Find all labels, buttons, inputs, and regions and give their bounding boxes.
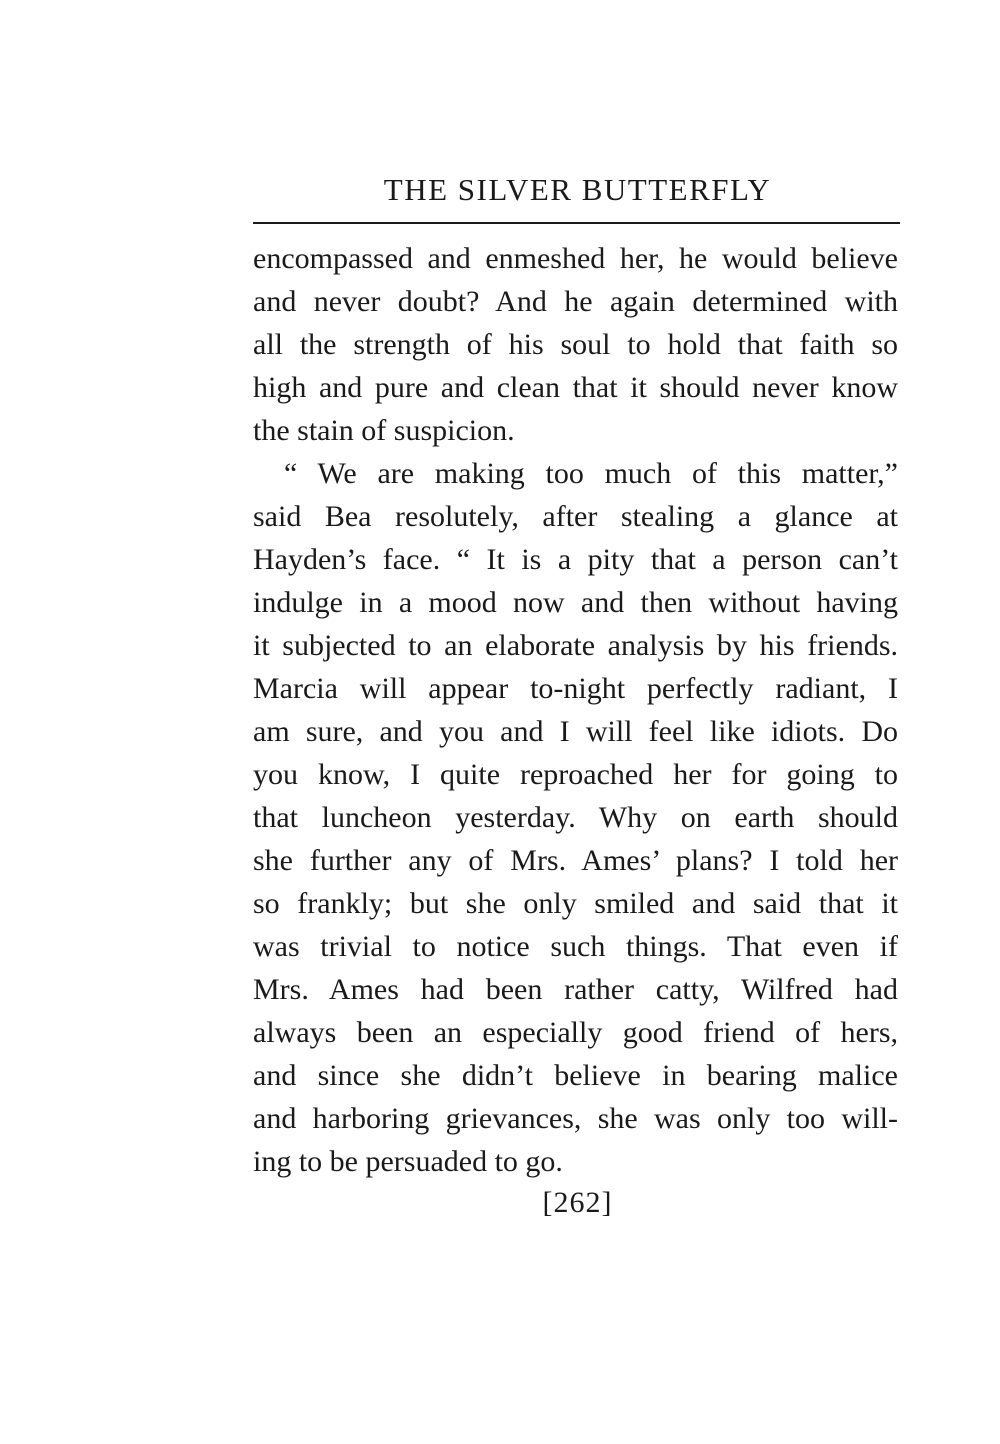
header-rule bbox=[253, 222, 900, 224]
text-line: and never doubt? And he again determined with bbox=[253, 285, 898, 318]
text-line: always been an especially good friend of hers, bbox=[253, 1016, 898, 1049]
text-line: “ We are making too much of this matter,” bbox=[284, 457, 898, 490]
text-line: Marcia will appear to-night perfectly radiant, I bbox=[253, 672, 898, 705]
text-line: the stain of suspicion. bbox=[253, 414, 515, 447]
text-line: encompassed and enmeshed her, he would believe bbox=[253, 242, 898, 275]
text-line: high and pure and clean that it should never know bbox=[253, 371, 898, 404]
text-line: and harboring grievances, she was only too will- bbox=[253, 1102, 898, 1135]
text-line: so frankly; but she only smiled and said that it bbox=[253, 887, 898, 920]
text-line: you know, I quite reproached her for going to bbox=[253, 758, 898, 791]
text-line: she further any of Mrs. Ames’ plans? I told her bbox=[253, 844, 898, 877]
text-line: Mrs. Ames had been rather catty, Wilfred had bbox=[253, 973, 898, 1006]
text-line: that luncheon yesterday. Why on earth should bbox=[253, 801, 898, 834]
running-head: THE SILVER BUTTERFLY bbox=[383, 172, 772, 207]
text-line: was trivial to notice such things. That even if bbox=[253, 930, 898, 963]
text-line: it subjected to an elaborate analysis by his friends. bbox=[253, 629, 898, 662]
page-number: [262] bbox=[542, 1186, 613, 1219]
text-line: am sure, and you and I will feel like idiots. Do bbox=[253, 715, 898, 748]
text-line: indulge in a mood now and then without having bbox=[253, 586, 898, 619]
text-line: said Bea resolutely, after stealing a glance at bbox=[253, 500, 898, 533]
text-line: ing to be persuaded to go. bbox=[253, 1145, 563, 1178]
text-line: Hayden’s face. “ It is a pity that a person can’t bbox=[253, 543, 898, 576]
text-line: all the strength of his soul to hold that faith so bbox=[253, 328, 898, 361]
text-line: and since she didn’t believe in bearing malice bbox=[253, 1059, 898, 1092]
